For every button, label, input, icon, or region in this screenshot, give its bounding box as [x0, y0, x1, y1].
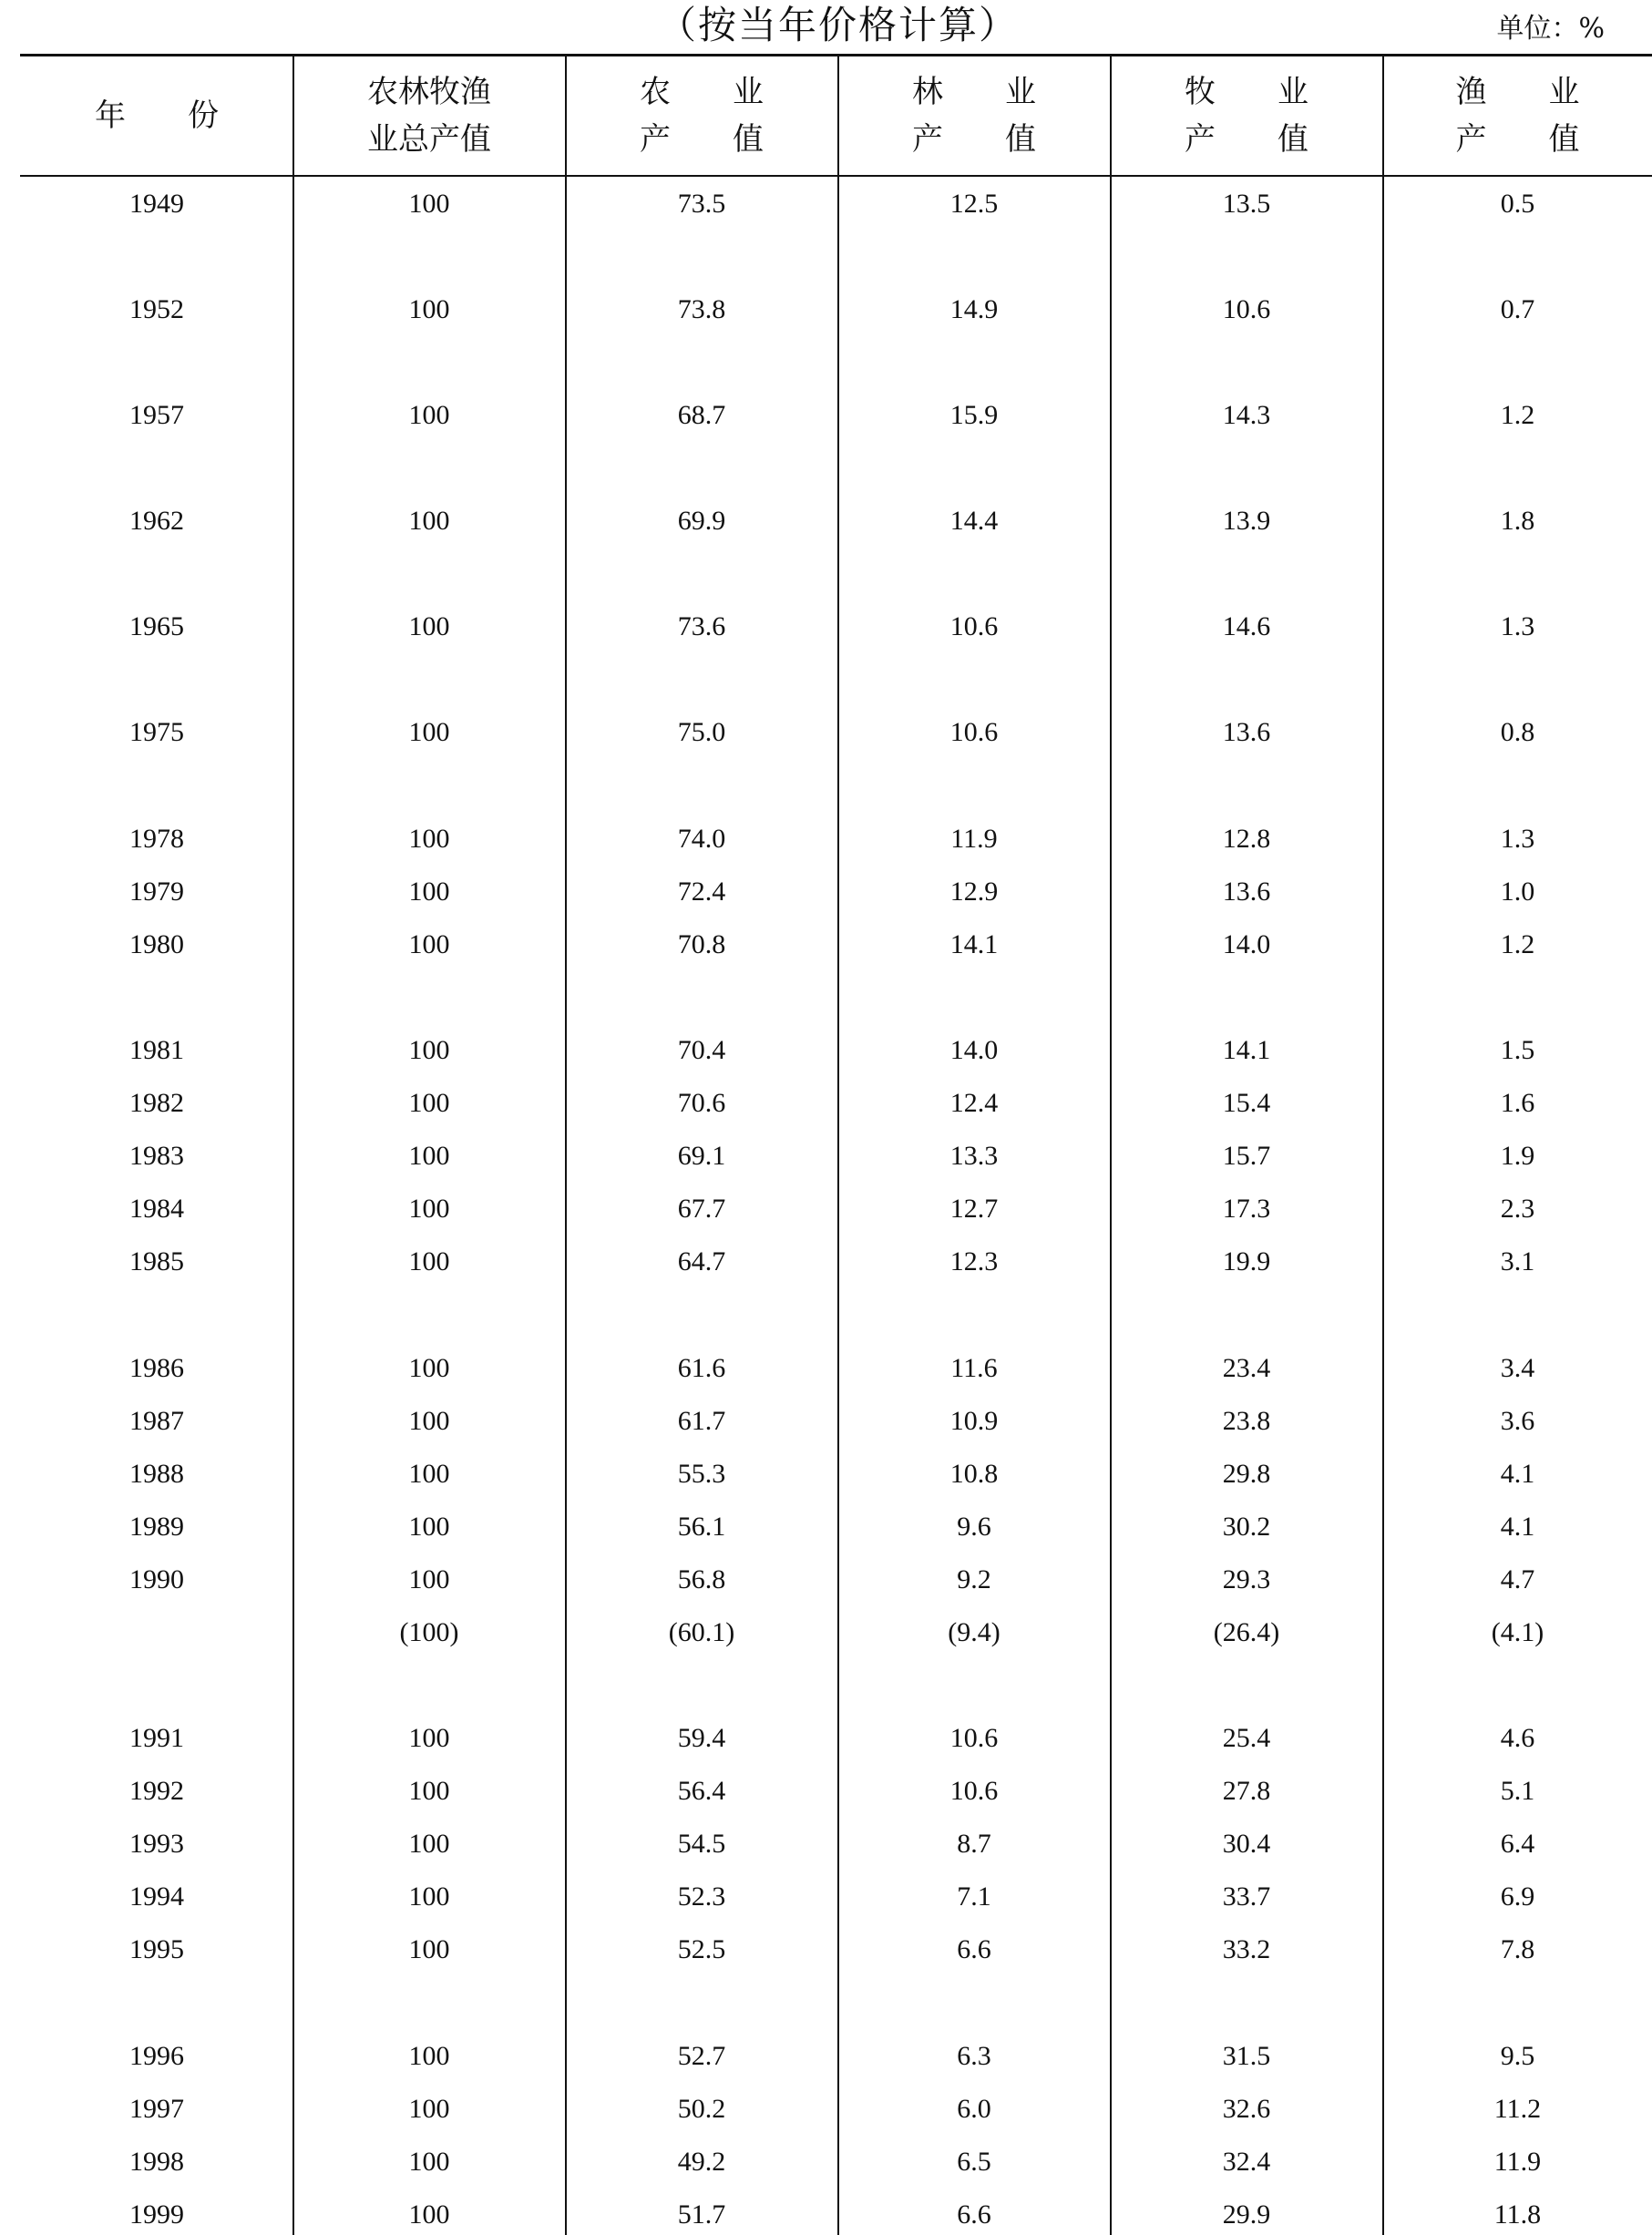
header-year: 年 份 — [95, 97, 219, 134]
cell-agriculture: 52.7 — [677, 2041, 726, 2071]
header-rule — [20, 175, 1652, 177]
cell-agriculture: 61.7 — [677, 1406, 726, 1436]
cell-forestry: 6.0 — [957, 2094, 991, 2124]
cell-total: 100 — [408, 1194, 450, 1224]
cell-year: 1997 — [129, 2094, 184, 2124]
cell-fishery: 1.8 — [1500, 506, 1535, 536]
cell-forestry: 12.9 — [949, 877, 999, 907]
cell-animal-husbandry: 15.7 — [1222, 1141, 1271, 1171]
cell-forestry: 10.6 — [949, 611, 999, 641]
cell-total: 100 — [408, 189, 450, 219]
cell-animal-husbandry: 31.5 — [1222, 2041, 1271, 2071]
cell-agriculture: 73.6 — [677, 611, 726, 641]
cell-agriculture: 64.7 — [677, 1246, 726, 1276]
cell-forestry: 10.6 — [949, 1723, 999, 1753]
cell-fishery: 3.4 — [1500, 1353, 1535, 1383]
cell-fishery: 7.8 — [1500, 1934, 1535, 1964]
cell-total: 100 — [408, 1459, 450, 1489]
cell-total: 100 — [408, 1881, 450, 1912]
cell-fishery: 0.5 — [1500, 189, 1535, 219]
cell-forestry: (9.4) — [948, 1617, 1000, 1647]
cell-total: 100 — [408, 1035, 450, 1065]
cell-total: 100 — [408, 1564, 450, 1594]
cell-year: 1999 — [129, 2199, 184, 2230]
cell-fishery: 4.7 — [1500, 1564, 1535, 1594]
cell-year: 1998 — [129, 2147, 184, 2177]
cell-animal-husbandry: 23.8 — [1222, 1406, 1271, 1436]
cell-agriculture: 69.9 — [677, 506, 726, 536]
cell-animal-husbandry: 23.4 — [1222, 1353, 1271, 1383]
cell-year — [20, 1613, 293, 1653]
cell-year: 1996 — [129, 2041, 184, 2071]
cell-agriculture: 70.6 — [677, 1088, 726, 1118]
cell-year: 1982 — [129, 1088, 184, 1118]
cell-fishery: 11.2 — [1493, 2094, 1542, 2124]
cell-forestry: 12.7 — [949, 1194, 999, 1224]
cell-forestry: 14.0 — [949, 1035, 999, 1065]
cell-year: 1984 — [129, 1194, 184, 1224]
cell-agriculture: 73.8 — [677, 294, 726, 324]
cell-animal-husbandry: 14.0 — [1222, 929, 1271, 959]
cell-agriculture: 56.8 — [677, 1564, 726, 1594]
cell-forestry: 12.4 — [949, 1088, 999, 1118]
cell-agriculture: 70.8 — [677, 929, 726, 959]
cell-animal-husbandry: 13.5 — [1222, 189, 1271, 219]
cell-forestry: 6.3 — [957, 2041, 991, 2071]
cell-animal-husbandry: 30.4 — [1222, 1829, 1271, 1859]
cell-fishery: 1.6 — [1500, 1088, 1535, 1118]
cell-fishery: 0.7 — [1500, 294, 1535, 324]
cell-forestry: 14.4 — [949, 506, 999, 536]
cell-agriculture: 54.5 — [677, 1829, 726, 1859]
cell-total: 100 — [408, 1776, 450, 1806]
cell-animal-husbandry: 29.3 — [1222, 1564, 1271, 1594]
cell-fishery: 6.4 — [1500, 1829, 1535, 1859]
header-forestry: 林 业 产 值 — [912, 74, 1036, 158]
cell-fishery: 4.1 — [1500, 1512, 1535, 1542]
cell-total: 100 — [408, 1723, 450, 1753]
cell-animal-husbandry: 33.2 — [1222, 1934, 1271, 1964]
cell-agriculture: 52.3 — [677, 1881, 726, 1912]
cell-agriculture: 61.6 — [677, 1353, 726, 1383]
cell-forestry: 9.6 — [957, 1512, 991, 1542]
cell-agriculture: 59.4 — [677, 1723, 726, 1753]
cell-forestry: 10.6 — [949, 1776, 999, 1806]
cell-year: 1965 — [129, 611, 184, 641]
cell-year: 1975 — [129, 717, 184, 747]
header-total-output: 农林牧渔 业总产值 — [367, 74, 491, 158]
cell-animal-husbandry: 13.9 — [1222, 506, 1271, 536]
header-agriculture: 农 业 产 值 — [640, 74, 764, 158]
cell-year: 1952 — [129, 294, 184, 324]
cell-animal-husbandry: 12.8 — [1222, 824, 1271, 854]
cell-fishery: 4.1 — [1500, 1459, 1535, 1489]
cell-year: 1986 — [129, 1353, 184, 1383]
cell-agriculture: 73.5 — [677, 189, 726, 219]
cell-total: 100 — [408, 1934, 450, 1964]
cell-year: 1994 — [129, 1881, 184, 1912]
cell-total: 100 — [408, 294, 450, 324]
cell-forestry: 10.8 — [949, 1459, 999, 1489]
cell-forestry: 9.2 — [957, 1564, 991, 1594]
cell-year: 1989 — [129, 1512, 184, 1542]
cell-animal-husbandry: 19.9 — [1222, 1246, 1271, 1276]
cell-year: 1949 — [129, 189, 184, 219]
cell-year: 1990 — [129, 1564, 184, 1594]
cell-total: 100 — [408, 929, 450, 959]
cell-year: 1993 — [129, 1829, 184, 1859]
cell-year: 1983 — [129, 1141, 184, 1171]
unit-label: 单位：% — [1496, 13, 1605, 45]
cell-total: 100 — [408, 2199, 450, 2230]
cell-agriculture: 49.2 — [677, 2147, 726, 2177]
cell-year: 1995 — [129, 1934, 184, 1964]
cell-forestry: 7.1 — [957, 1881, 991, 1912]
cell-total: 100 — [408, 824, 450, 854]
cell-fishery: 9.5 — [1500, 2041, 1535, 2071]
cell-agriculture: 68.7 — [677, 400, 726, 430]
cell-agriculture: 52.5 — [677, 1934, 726, 1964]
cell-total: (100) — [399, 1617, 459, 1647]
cell-forestry: 14.9 — [949, 294, 999, 324]
cell-agriculture: 74.0 — [677, 824, 726, 854]
cell-forestry: 6.5 — [957, 2147, 991, 2177]
cell-forestry: 8.7 — [957, 1829, 991, 1859]
cell-year: 1988 — [129, 1459, 184, 1489]
cell-forestry: 15.9 — [949, 400, 999, 430]
cell-fishery: 1.2 — [1500, 400, 1535, 430]
cell-fishery: 5.1 — [1500, 1776, 1535, 1806]
cell-total: 100 — [408, 877, 450, 907]
cell-total: 100 — [408, 1353, 450, 1383]
cell-agriculture: 75.0 — [677, 717, 726, 747]
cell-fishery: 1.3 — [1500, 824, 1535, 854]
cell-year: 1962 — [129, 506, 184, 536]
cell-animal-husbandry: 14.6 — [1222, 611, 1271, 641]
cell-fishery: 0.8 — [1500, 717, 1535, 747]
header-animal-husbandry: 牧 业 产 值 — [1185, 74, 1308, 158]
cell-total: 100 — [408, 1088, 450, 1118]
cell-agriculture: 56.4 — [677, 1776, 726, 1806]
cell-fishery: 11.8 — [1493, 2199, 1542, 2230]
cell-total: 100 — [408, 506, 450, 536]
table-title: （按当年价格计算） — [657, 3, 1019, 47]
cell-animal-husbandry: 10.6 — [1222, 294, 1271, 324]
cell-agriculture: 70.4 — [677, 1035, 726, 1065]
cell-animal-husbandry: 32.6 — [1222, 2094, 1271, 2124]
cell-fishery: 4.6 — [1500, 1723, 1535, 1753]
cell-forestry: 12.3 — [949, 1246, 999, 1276]
cell-total: 100 — [408, 1141, 450, 1171]
cell-animal-husbandry: 13.6 — [1222, 877, 1271, 907]
cell-year: 1980 — [129, 929, 184, 959]
header-fishery: 渔 业 产 值 — [1455, 74, 1580, 158]
cell-fishery: 1.9 — [1500, 1141, 1535, 1171]
cell-fishery: (4.1) — [1491, 1617, 1544, 1647]
cell-total: 100 — [408, 1512, 450, 1542]
cell-year: 1979 — [129, 877, 184, 907]
cell-animal-husbandry: (26.4) — [1213, 1617, 1280, 1647]
cell-animal-husbandry: 29.9 — [1222, 2199, 1271, 2230]
cell-forestry: 12.5 — [949, 189, 999, 219]
cell-forestry: 14.1 — [949, 929, 999, 959]
cell-fishery: 1.5 — [1500, 1035, 1535, 1065]
cell-total: 100 — [408, 1246, 450, 1276]
cell-fishery: 3.6 — [1500, 1406, 1535, 1436]
cell-animal-husbandry: 15.4 — [1222, 1088, 1271, 1118]
cell-fishery: 3.1 — [1500, 1246, 1535, 1276]
cell-animal-husbandry: 13.6 — [1222, 717, 1271, 747]
cell-animal-husbandry: 14.1 — [1222, 1035, 1271, 1065]
cell-year: 1981 — [129, 1035, 184, 1065]
cell-forestry: 6.6 — [957, 1934, 991, 1964]
cell-year: 1987 — [129, 1406, 184, 1436]
cell-agriculture: 67.7 — [677, 1194, 726, 1224]
cell-fishery: 2.3 — [1500, 1194, 1535, 1224]
cell-agriculture: 50.2 — [677, 2094, 726, 2124]
cell-forestry: 11.6 — [950, 1353, 998, 1383]
cell-year: 1957 — [129, 400, 184, 430]
cell-animal-husbandry: 29.8 — [1222, 1459, 1271, 1489]
cell-fishery: 1.2 — [1500, 929, 1535, 959]
cell-year: 1978 — [129, 824, 184, 854]
cell-fishery: 1.0 — [1500, 877, 1535, 907]
cell-fishery: 1.3 — [1500, 611, 1535, 641]
cell-year: 1992 — [129, 1776, 184, 1806]
cell-forestry: 6.6 — [957, 2199, 991, 2230]
cell-fishery: 6.9 — [1500, 1881, 1535, 1912]
cell-year: 1991 — [129, 1723, 184, 1753]
cell-total: 100 — [408, 2147, 450, 2177]
cell-total: 100 — [408, 2094, 450, 2124]
cell-animal-husbandry: 17.3 — [1222, 1194, 1271, 1224]
cell-agriculture: 56.1 — [677, 1512, 726, 1542]
cell-animal-husbandry: 32.4 — [1222, 2147, 1271, 2177]
cell-total: 100 — [408, 2041, 450, 2071]
cell-total: 100 — [408, 1406, 450, 1436]
cell-total: 100 — [408, 717, 450, 747]
cell-year: 1985 — [129, 1246, 184, 1276]
cell-animal-husbandry: 30.2 — [1222, 1512, 1271, 1542]
cell-agriculture: 55.3 — [677, 1459, 726, 1489]
cell-forestry: 10.9 — [949, 1406, 999, 1436]
cell-forestry: 13.3 — [949, 1141, 999, 1171]
cell-agriculture: (60.1) — [668, 1617, 735, 1647]
cell-total: 100 — [408, 611, 450, 641]
cell-total: 100 — [408, 400, 450, 430]
cell-agriculture: 69.1 — [677, 1141, 726, 1171]
cell-animal-husbandry: 25.4 — [1222, 1723, 1271, 1753]
cell-fishery: 11.9 — [1493, 2147, 1542, 2177]
cell-animal-husbandry: 33.7 — [1222, 1881, 1271, 1912]
cell-forestry: 11.9 — [950, 824, 998, 854]
cell-agriculture: 51.7 — [677, 2199, 726, 2230]
cell-animal-husbandry: 14.3 — [1222, 400, 1271, 430]
cell-total: 100 — [408, 1829, 450, 1859]
cell-forestry: 10.6 — [949, 717, 999, 747]
cell-animal-husbandry: 27.8 — [1222, 1776, 1271, 1806]
cell-agriculture: 72.4 — [677, 877, 726, 907]
